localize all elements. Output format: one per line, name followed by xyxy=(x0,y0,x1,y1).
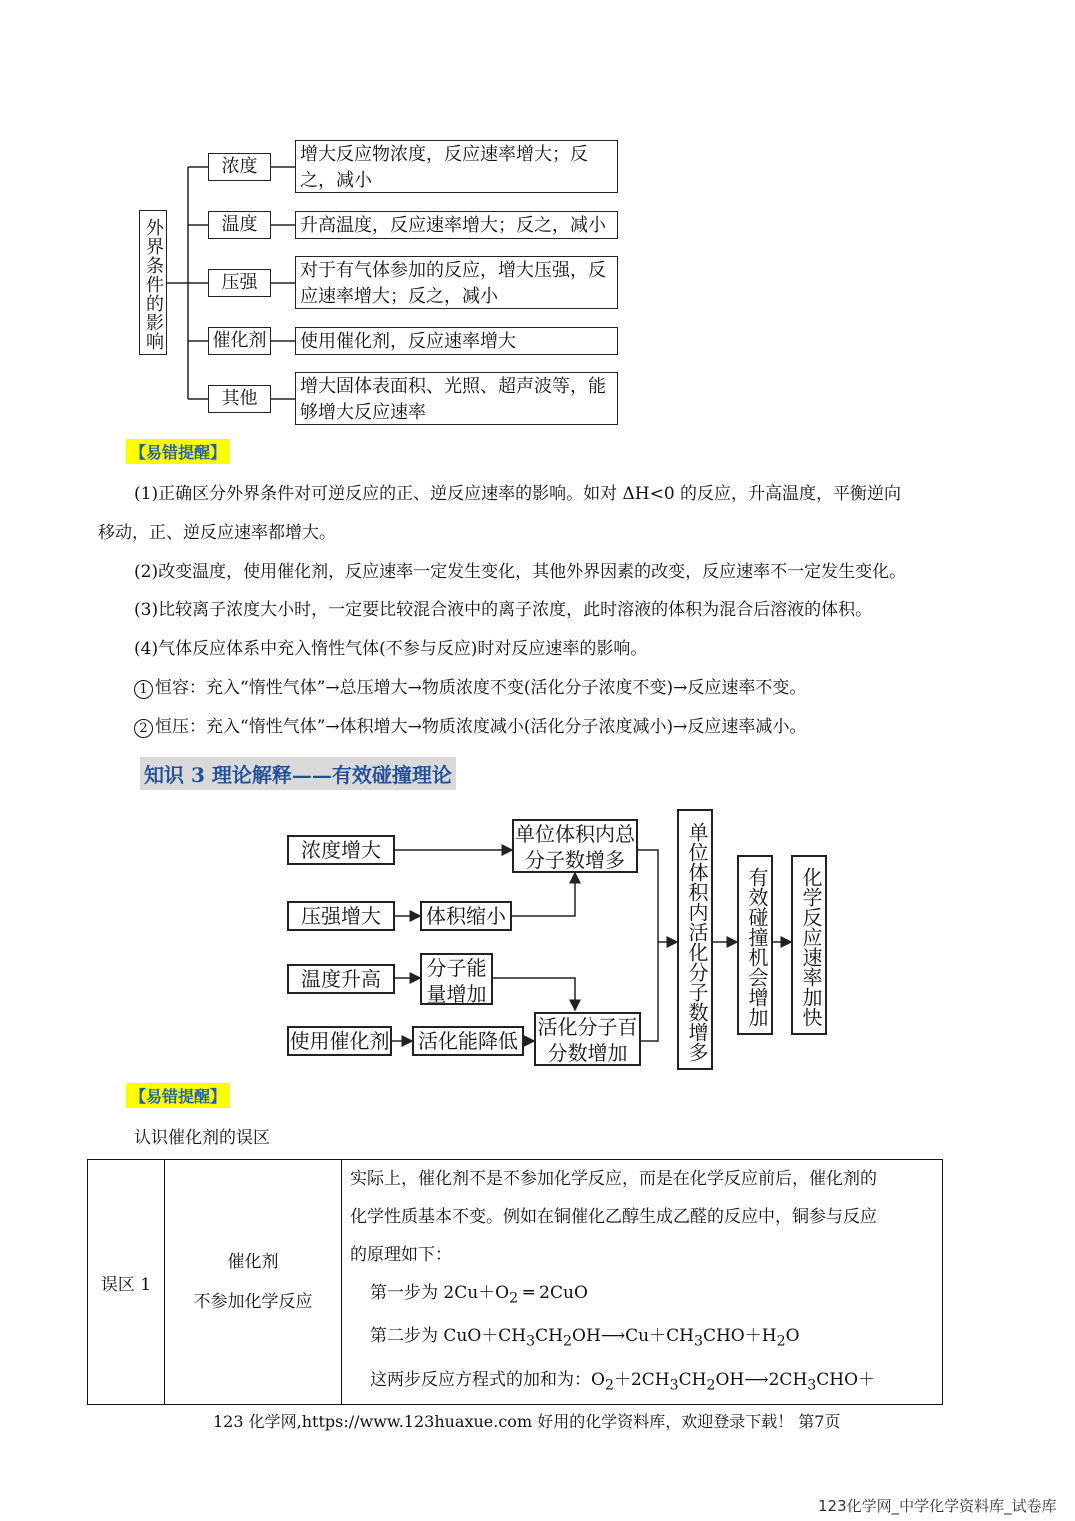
circled-number-2: 2 xyxy=(134,719,153,738)
claim-line-2: 不参加化学反应 xyxy=(193,1292,313,1313)
watermark: 123化学网_中学化学资料库_试卷库 xyxy=(818,1497,1057,1515)
mistake-explanation xyxy=(342,1160,943,1405)
note-4: (4)气体反应体系中充入惰性气体(不参与反应)时对反应速率的影响。 xyxy=(134,639,648,659)
case-2-text: 恒压：充入“惰性气体”→体积增大→物质浓度减小(活化分子浓度减小)→反应速率减小。 xyxy=(155,717,807,737)
condition-concentration: 浓度 xyxy=(208,153,271,181)
condition-other: 其他 xyxy=(208,385,271,413)
sum-label: 这两步反应方程式的加和为： xyxy=(370,1369,591,1390)
note-2: (2)改变温度，使用催化剂，反应速率一定发生变化，其他外界因素的改变，反应速率不一定发生变化。 xyxy=(134,562,907,582)
flow-unit-active-molecules: 单位体积内活化分子数增多 xyxy=(677,809,713,1070)
condition-pressure: 压强 xyxy=(208,269,271,297)
flow-activation-energy-lower: 活化能降低 xyxy=(412,1026,524,1056)
warning-label: 【易错提醒】 xyxy=(126,1083,230,1108)
table-row xyxy=(88,1160,943,1405)
flow-unit-total-molecules: 单位体积内总分子数增多 xyxy=(512,819,638,873)
flow-molecular-energy: 分子能量增加 xyxy=(420,953,493,1005)
flow-pressure-up: 压强增大 xyxy=(287,901,395,931)
diagram1-root: 外界条件的影响 xyxy=(139,210,167,355)
effect-concentration: 增大反应物浓度，反应速率增大；反之，减小 xyxy=(295,140,618,193)
case-1-text: 恒容：充入“惰性气体”→总压增大→物质浓度不变(活化分子浓度不变)→反应速率不变。 xyxy=(155,678,807,698)
section-title: 知识 3 理论解释——有效碰撞理论 xyxy=(140,757,456,790)
effect-temperature: 升高温度，反应速率增大；反之，减小 xyxy=(295,211,618,239)
claim-line-1: 催化剂 xyxy=(227,1252,279,1273)
note-1-line-1: (1)正确区分外界条件对可逆反应的正、逆反应速率的影响。如对 ΔH<0 的反应，升高温度，平衡逆向 xyxy=(134,484,902,504)
equation-step-2: 第二步为 $CuO+CH_3CH_2OH⟶Cu+CH_3CHO+H_2O$ xyxy=(370,1326,800,1350)
explanation-line: 的原理如下： xyxy=(350,1245,452,1265)
mistake-table xyxy=(87,1159,943,1405)
equation-step-1: 第一步为 $2Cu+O_2$ ═ 2CuO xyxy=(370,1283,588,1307)
circled-number-1: 1 xyxy=(134,680,153,699)
explanation-line: 实际上，催化剂不是不参加化学反应，而是在化学反应前后，催化剂的 xyxy=(350,1169,877,1189)
flow-effective-collision: 有效碰撞机会增加 xyxy=(737,855,773,1035)
warning-label: 【易错提醒】 xyxy=(126,439,230,464)
flow-concentration-up: 浓度增大 xyxy=(287,835,395,865)
flow-rate-increase: 化学反应速率加快 xyxy=(791,855,827,1035)
flow-use-catalyst: 使用催化剂 xyxy=(287,1026,392,1056)
effect-other: 增大固体表面积、光照、超声波等，能够增大反应速率 xyxy=(295,372,618,425)
effect-catalyst: 使用催化剂，反应速率增大 xyxy=(295,327,618,355)
page-footer: 123 化学网,https://www.123huaxue.com 好用的化学资料库，欢迎登录下载！ 第7页 xyxy=(213,1412,841,1431)
condition-temperature: 温度 xyxy=(208,211,271,239)
flow-volume-shrink: 体积缩小 xyxy=(420,901,512,931)
mistake-id: 误区 1 xyxy=(88,1160,165,1405)
equation-sum: 这两步反应方程式的加和为：$O_2+2CH_3CH_2OH⟶2CH_3CHO+$ xyxy=(370,1369,876,1394)
mistake-claim xyxy=(165,1160,342,1405)
explanation-line: 化学性质基本不变。例如在铜催化乙醇生成乙醛的反应中，铜参与反应 xyxy=(350,1207,877,1227)
note-3: (3)比较离子浓度大小时，一定要比较混合液中的离子浓度，此时溶液的体积为混合后溶液的体积。 xyxy=(134,600,873,620)
effect-pressure: 对于有气体参加的反应，增大压强，反应速率增大；反之，减小 xyxy=(295,256,618,309)
mistake-intro: 认识催化剂的误区 xyxy=(134,1128,270,1148)
condition-catalyst: 催化剂 xyxy=(208,327,271,355)
flow-activated-percentage: 活化分子百分数增加 xyxy=(534,1012,641,1066)
flow-temperature-up: 温度升高 xyxy=(287,964,395,994)
note-1-line-2: 移动，正、逆反应速率都增大。 xyxy=(98,523,336,543)
step-2-label: 第二步为 xyxy=(370,1326,444,1347)
step-1-label: 第一步为 xyxy=(370,1283,444,1303)
